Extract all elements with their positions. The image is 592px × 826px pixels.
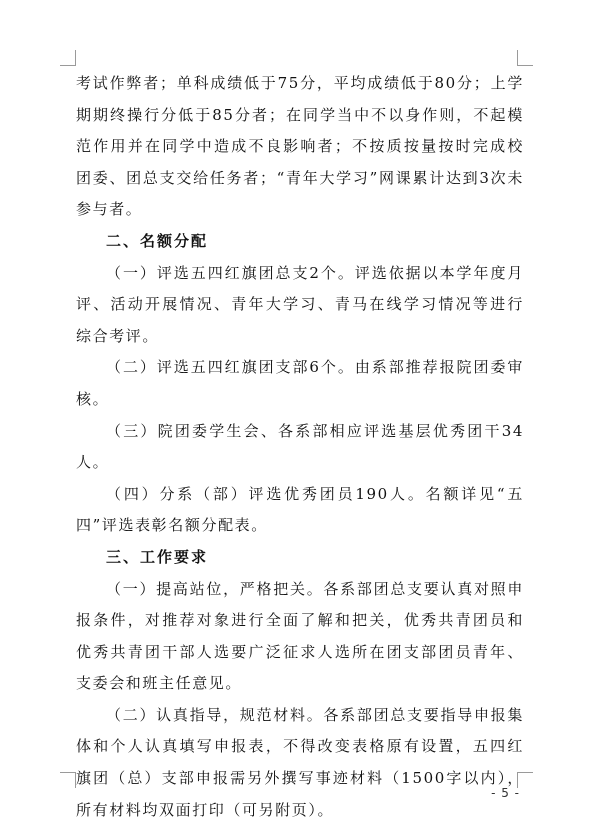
paragraph-quota-2: （二）评选五四红旗团支部6个。由系部推荐报院团委审核。 xyxy=(76,358,524,408)
crop-mark-top-left-v xyxy=(75,50,76,66)
crop-mark-top-right-h xyxy=(517,65,533,66)
paragraph-requirement-1: （一）提高站位，严格把关。各系部团总支要认真对照申报条件，对推荐对象进行全面了解和把关，优秀共青团员和优秀共青团干部人选要广泛征求人选所在团支部团员青年、支委会和班主任意见。 xyxy=(76,579,524,693)
crop-mark-top-left-h xyxy=(60,65,76,66)
section-heading-quota: 二、名额分配 xyxy=(106,231,209,250)
paragraph-eligibility-continued: 考试作弊者；单科成绩低于75分，平均成绩低于80分；上学期期终操行分低于85分者；在同学当中不以身作则，不起模范作用并在同学中造成不良影响者；不按质按量按时完成校团委、团总支交给任务者；“青年大学习”网课累计达到3次未参与者。 xyxy=(76,74,524,219)
document-body xyxy=(76,68,524,826)
section-heading-requirements: 三、工作要求 xyxy=(106,547,209,566)
crop-mark-top-right-v xyxy=(517,50,518,66)
paragraph-quota-3: （三）院团委学生会、各系部相应评选基层优秀团干34人。 xyxy=(76,421,524,472)
page-number: - 5 - xyxy=(491,786,520,800)
paragraph-quota-1: （一）评选五四红旗团总支2个。评选依据以本学年度月评、活动开展情况、青年大学习、青马在线学习情况等进行综合考评。 xyxy=(76,263,524,345)
paragraph-requirement-2: （二）认真指导，规范材料。各系部团总支要指导申报集体和个人认真填写申报表，不得改变表格原有设置，五四红旗团（总）支部申报需另外撰写事迹材料（1500字以内），所有材料均双面打印（可另附页）。 xyxy=(76,705,524,819)
paragraph-quota-4: （四）分系（部）评选优秀团员190人。名额详见“五四”评选表彰名额分配表。 xyxy=(76,484,524,535)
crop-mark-bottom-left-h xyxy=(60,772,76,773)
